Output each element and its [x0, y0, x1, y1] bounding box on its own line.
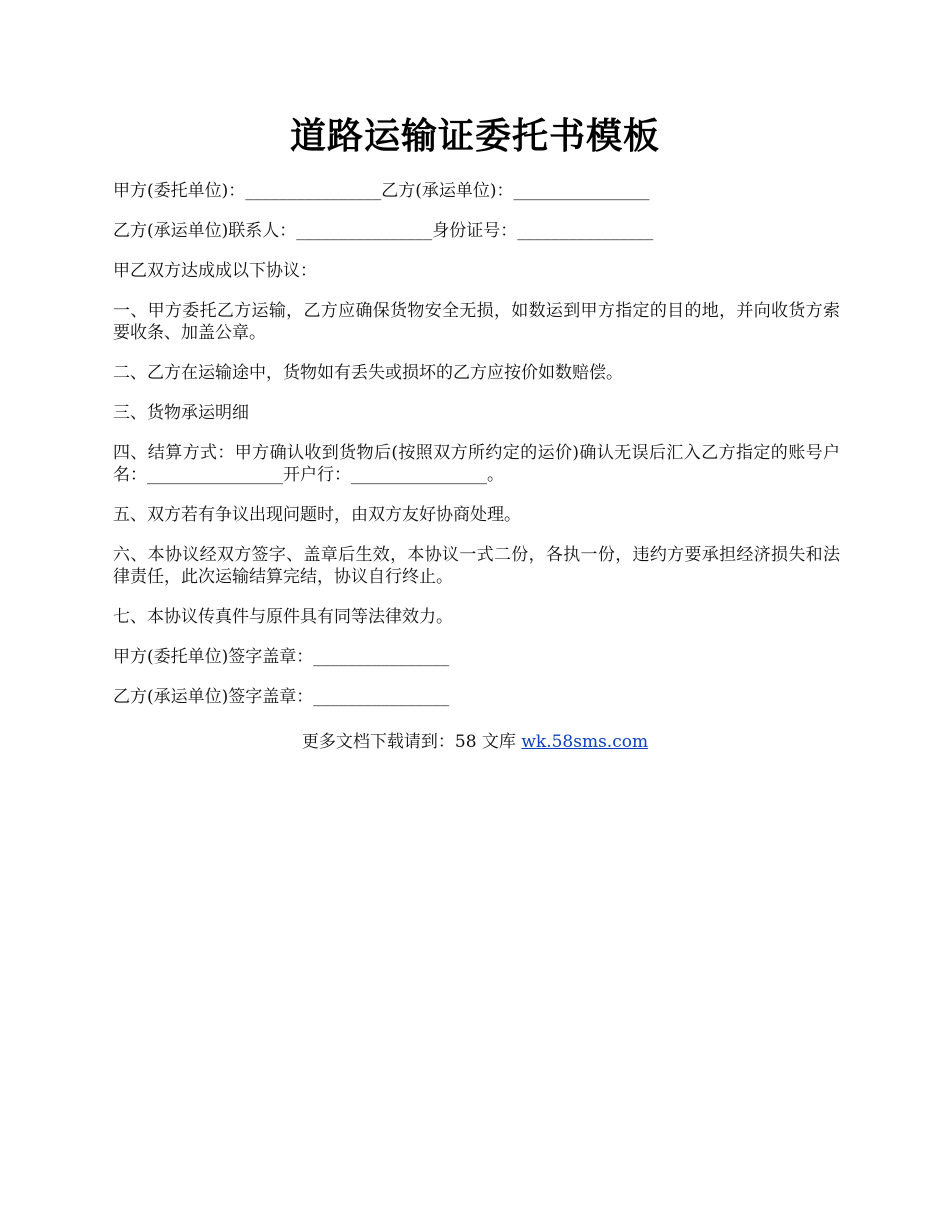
footer: [0, 731, 950, 753]
agreement-intro: 甲乙双方达成成以下协议：: [113, 261, 317, 281]
clause-4: 四、结算方式：甲方确认收到货物后(按照双方所约定的运价)确认无误后汇入乙方指定的账号户名：________________开户行：________________。: [113, 443, 840, 485]
clause-1: 一、甲方委托乙方运输，乙方应确保货物安全无损，如数运到甲方指定的目的地，并向收货方索要收条、加盖公章。: [113, 301, 840, 343]
footer-text: 更多文档下载请到：58 文库: [301, 732, 522, 752]
party-a-signature-line: 甲方(委托单位)签字盖章：________________: [113, 647, 450, 667]
party-a-b-line: 甲方(委托单位)：________________乙方(承运单位)：________________: [113, 181, 650, 201]
party-b-signature-line: 乙方(承运单位)签字盖章：________________: [113, 687, 450, 707]
document-body: [113, 180, 840, 726]
clause-3: 三、货物承运明细: [113, 403, 249, 423]
document-title: 道路运输证委托书模板: [289, 115, 660, 157]
contact-id-line: 乙方(承运单位)联系人：________________身份证号：________________: [113, 221, 654, 241]
clause-7: 七、本协议传真件与原件具有同等法律效力。: [113, 607, 453, 627]
clause-2: 二、乙方在运输途中，货物如有丢失或损坏的乙方应按价如数赔偿。: [113, 363, 623, 383]
footer-link[interactable]: wk.58sms.com: [521, 732, 649, 752]
clause-6: 六、本协议经双方签字、盖章后生效，本协议一式二份，各执一份，违约方要承担经济损失和法律责任，此次运输结算完结，协议自行终止。: [113, 545, 840, 587]
clause-5: 五、双方若有争议出现问题时，由双方友好协商处理。: [113, 505, 521, 525]
